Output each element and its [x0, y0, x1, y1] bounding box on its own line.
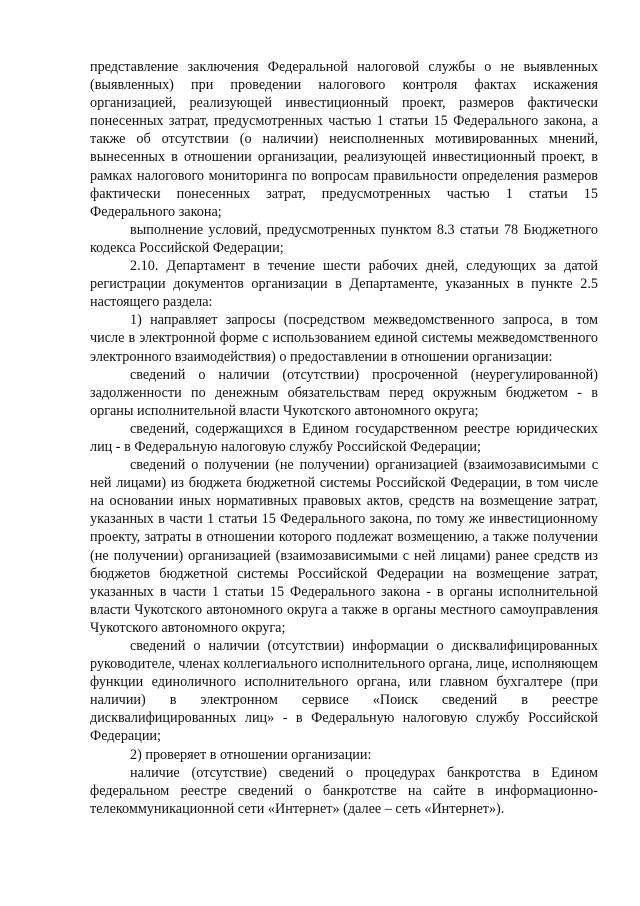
paragraph-continuation: представление заключения Федеральной налоговой службы о не выявленных (выявленных) при проведении налогового контроля фактах искажения организацией, реализующей инвестиционный проект, размеров фактически понесенных затрат, предусмотренных частью 1 статьи 15 Федерального закона, а также об отсутствии (о наличии) неисполненных мотивированных мнений, вынесенных в отношении организации, реализующей инвестиционный проект, в рамках налогового мониторинга по вопросам правильности определения размеров фактически понесенных затрат, предусмотренных частью 1 статьи 15 Федерального закона; — [90, 59, 598, 220]
paragraph-disqualified-persons-info: сведений о наличии (отсутствии) информации о дисквалифицированных руководителе, членах коллегиального исполнительного органа, лице, исполняющем функции единоличного исполнительного органа, или главном бухгалтере (при наличии) в электронном сервисе «Поиск сведений в реестре дисквалифицированных лиц» - в Федеральную налоговую службу Российской Федерации; — [90, 638, 598, 745]
paragraph-overdue-debt-info: сведений о наличии (отсутствии) просроченной (неурегулированной) задолженности по денежным обязательствам перед окружным бюджетом - в органы исполнительной власти Чукотского автономного округа; — [90, 366, 598, 419]
paragraph-bankruptcy-info: наличие (отсутствие) сведений о процедурах банкротства в Едином федеральном реестре сведений о банкротстве на сайте в информационно-телекоммуникационной сети «Интернет» (далее – сеть «Интернет»). — [90, 764, 598, 817]
paragraph-budget-code-condition: выполнение условий, предусмотренных пунктом 8.3 статьи 78 Бюджетного кодекса Российской Федерации; — [90, 221, 598, 256]
paragraph-item-1-requests: 1) направляет запросы (посредством межведомственного запроса, в том числе в электронной форме с использованием единой системы межведомственного электронного взаимодействия) о предоставлении в отношении организации: — [90, 312, 598, 365]
paragraph-budget-funds-info: сведений о получении (не получении) организацией (взаимозависимыми с ней лицами) из бюджета бюджетной системы Российской Федерации, в том числе на основании иных нормативных правовых актов, средств на возмещение затрат, указанных в части 1 статьи 15 Федерального закона, по тому же инвестиционному проекту, затраты в отношении которого подлежат возмещению, а также получении (не получении) организацией (взаимозависимыми с ней лицами) ранее средств из бюджетов бюджетной системы Российской Федерации на возмещение затрат, указанных в части 1 статьи 15 Федерального закона - в органы исполнительной власти Чукотского автономного округа а также в органы местного самоуправления Чукотского автономного округа; — [90, 457, 598, 636]
paragraph-section-2-10: 2.10. Департамент в течение шести рабочих дней, следующих за датой регистрации документов организации в Департаменте, указанных в пункте 2.5 настоящего раздела: — [90, 258, 598, 311]
paragraph-egrul-info: сведений, содержащихся в Едином государственном реестре юридических лиц - в Федеральную налоговую службу Российской Федерации; — [90, 420, 598, 455]
paragraph-item-2-checks: 2) проверяет в отношении организации: — [130, 746, 372, 763]
